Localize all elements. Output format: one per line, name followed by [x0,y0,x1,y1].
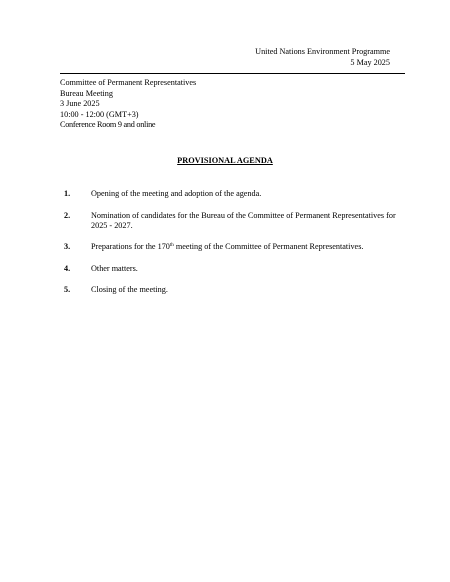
agenda-item-number: 5. [64,285,71,294]
agenda-item [60,264,405,274]
meeting-venue: Conference Room 9 and online [60,120,156,130]
agenda-item-number: 2. [64,210,71,220]
agenda-item-text-start: Preparations for the 170 [91,242,170,251]
agenda-item-text: Nomination of candidates for the Bureau of the Committee of Permanent Representatives for 2025 - 2027. [91,210,396,230]
agenda-item [60,189,405,199]
meeting-date: 3 June 2025 [60,99,100,109]
agenda-item [60,242,405,252]
meeting-type: Bureau Meeting [60,88,113,98]
agenda-item [60,211,405,231]
header-divider [60,73,405,74]
agenda-list [60,189,405,307]
meeting-info [60,78,196,131]
meeting-time: 10:00 - 12:00 (GMT+3) [60,109,139,119]
committee-name: Committee of Permanent Representatives [60,78,197,87]
ordinal-suffix: th [169,243,174,248]
agenda-title: PROVISIONAL AGENDA [177,156,273,165]
agenda-item-text: Opening of the meeting and adoption of the agenda. [91,189,262,198]
agenda-item-number: 3. [64,242,71,251]
agenda-item [60,285,405,295]
organization-name: United Nations Environment Programme [255,47,390,56]
document-date: 5 May 2025 [350,57,390,67]
agenda-item-text [91,242,405,252]
agenda-item-number: 4. [64,263,71,273]
document-header [255,47,390,68]
agenda-item-text: Other matters. [91,263,138,273]
agenda-item-text-end: meeting of the Committee of Permanent Representatives. [173,242,364,251]
agenda-item-number: 1. [64,189,71,198]
agenda-item-text: Closing of the meeting. [91,285,168,294]
